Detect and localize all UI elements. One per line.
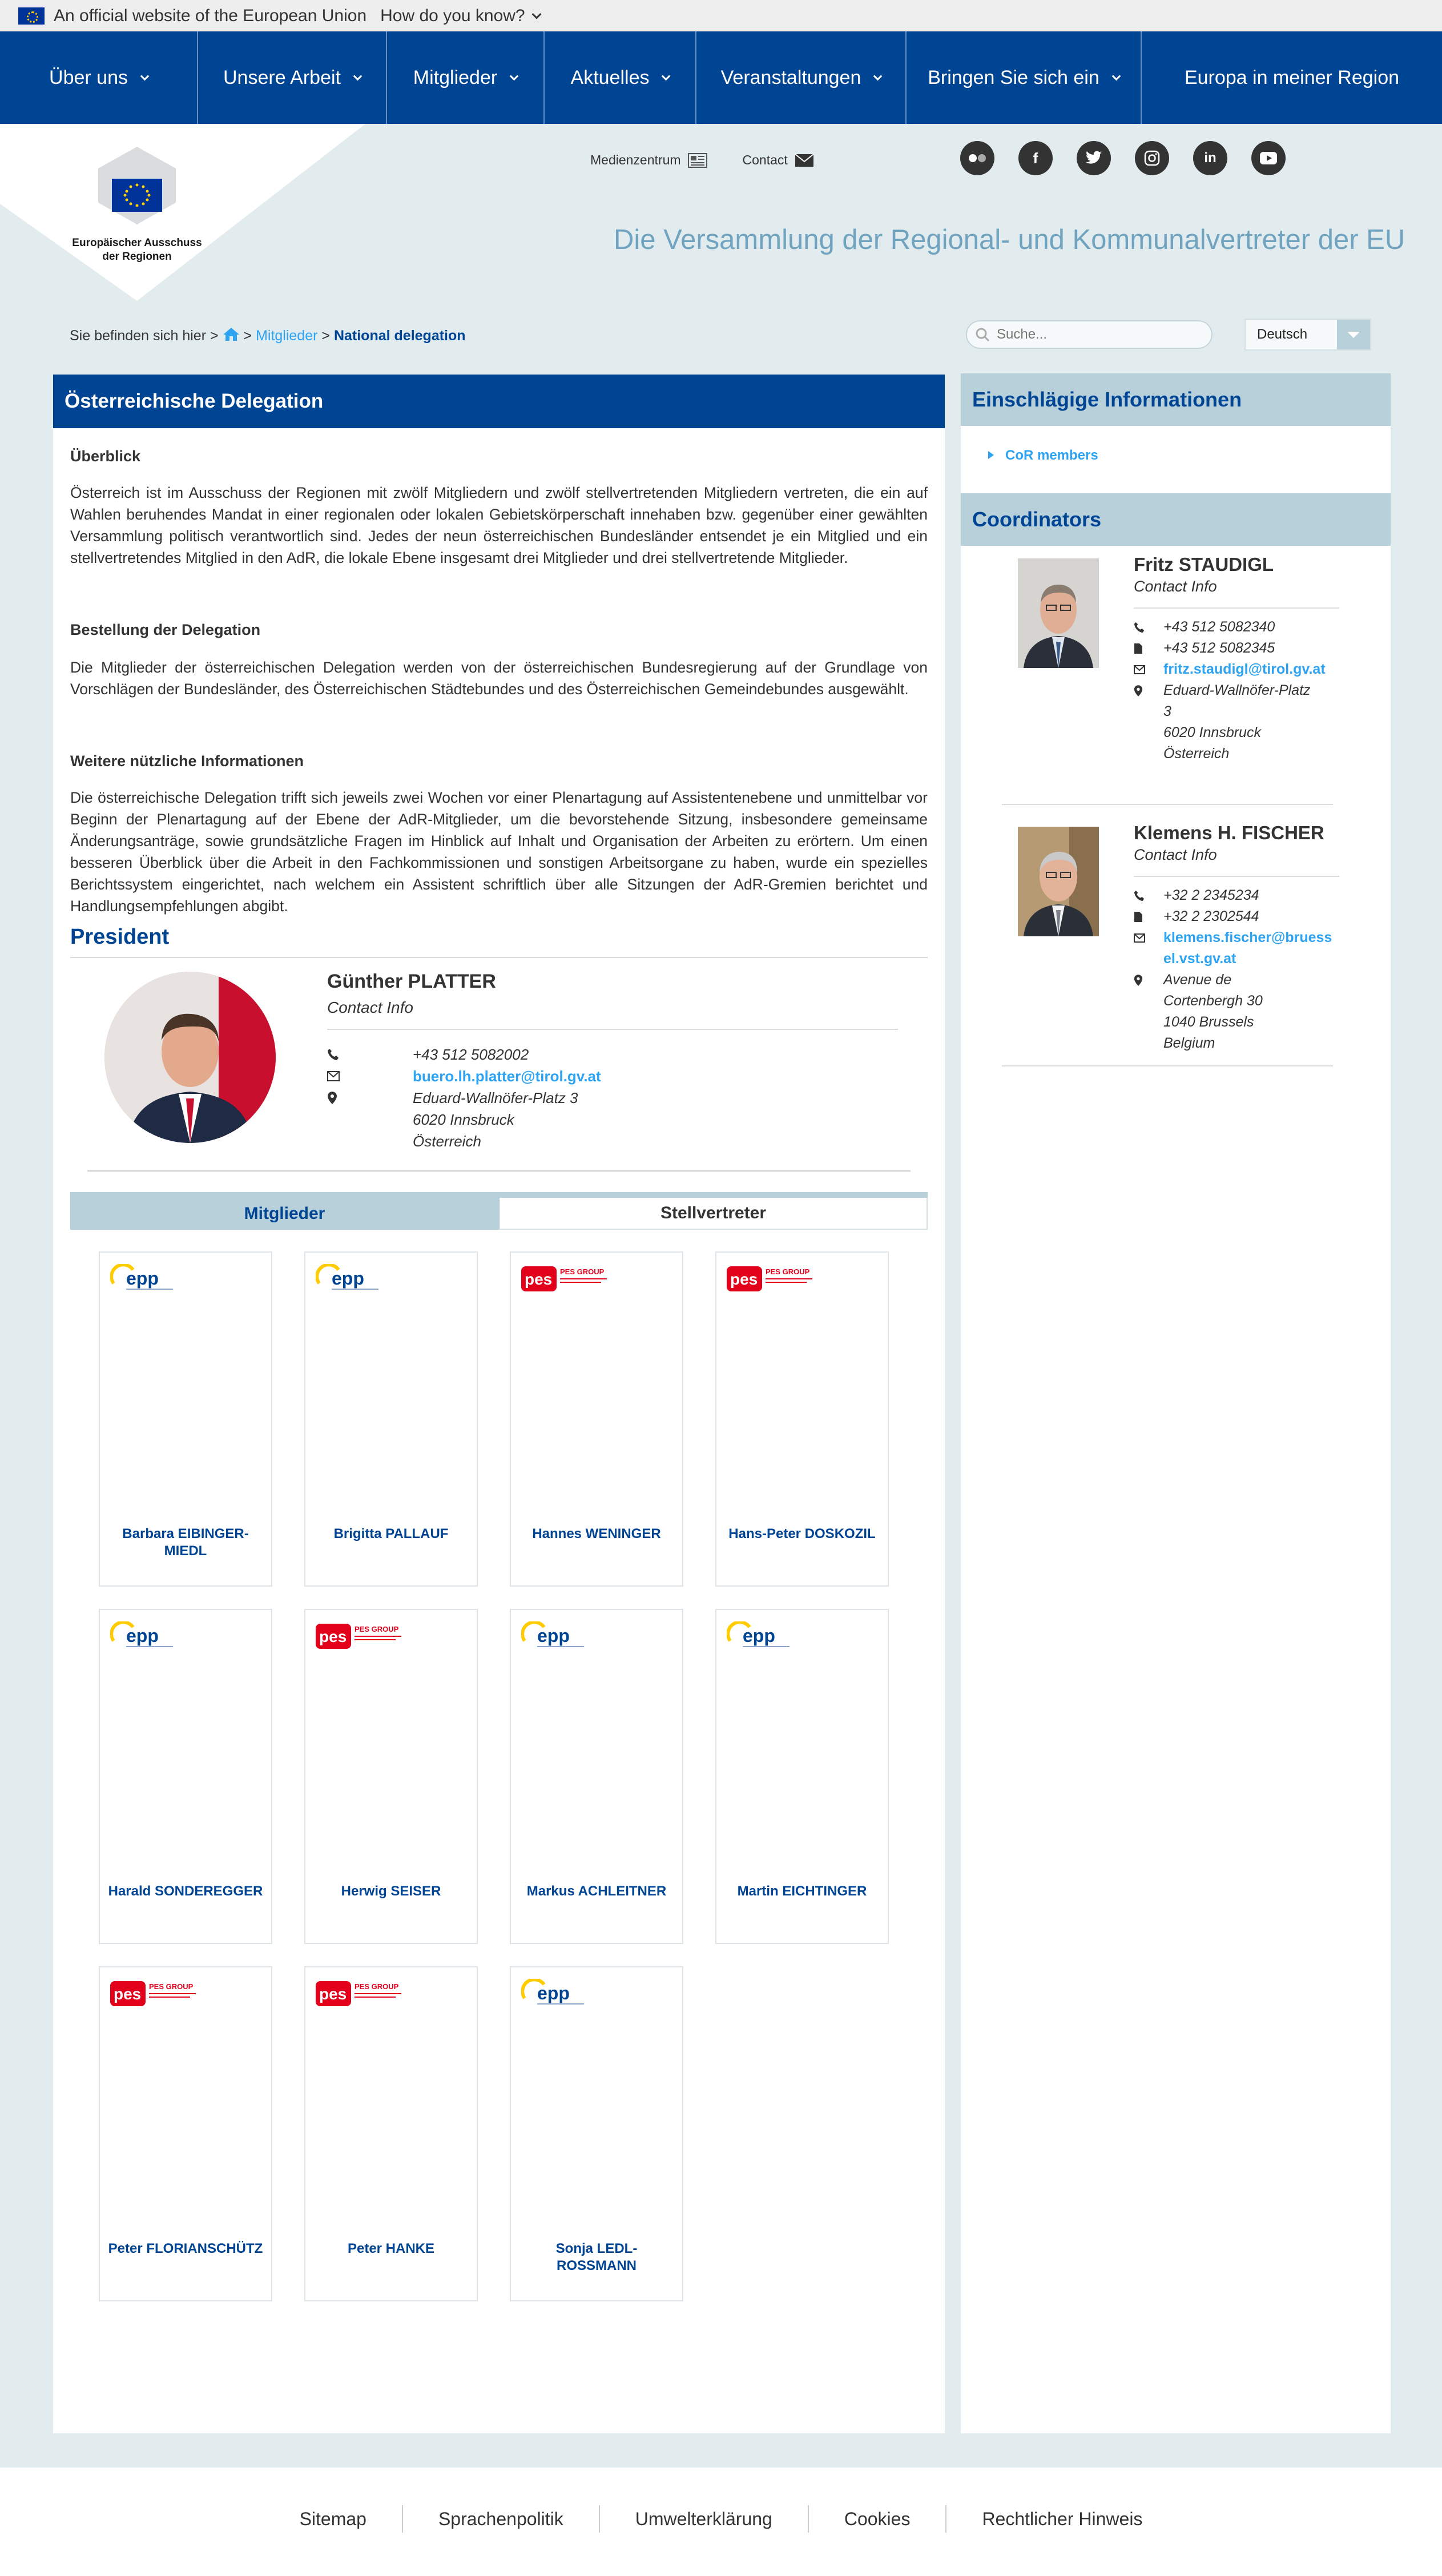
coordinator-address-4: Belgium	[1163, 1035, 1215, 1051]
section-heading: Weitere nützliche Informationen	[70, 752, 304, 770]
coordinator-phone: +32 2 2345234	[1163, 887, 1259, 903]
section-text: Die Mitglieder der österreichischen Delegation werden von der österreichischen Bundesregierung auf der Grundlage von Vorschlägen der Bundesländer, des Österreichischen Städtebundes und des Österreichischen Gemeindebundes ausgewählt.	[70, 659, 928, 698]
coordinator-card	[961, 546, 1391, 814]
fax-icon	[1134, 906, 1163, 927]
president-email[interactable]: buero.lh.platter@tirol.gv.at	[413, 1068, 601, 1085]
breadcrumb-current: National delegation	[333, 328, 466, 344]
coordinator-address-3: 1040 Brussels	[1163, 1014, 1254, 1030]
president-photo[interactable]	[104, 972, 276, 1143]
divider	[327, 1029, 898, 1030]
coordinator-card	[961, 814, 1391, 1082]
member-card[interactable]	[715, 1251, 889, 1587]
member-card[interactable]	[99, 1251, 272, 1587]
breadcrumb-mitglieder[interactable]: Mitglieder	[256, 328, 318, 344]
coordinators-heading: Coordinators	[961, 493, 1391, 546]
pes-logo	[316, 1621, 407, 1657]
contact-link[interactable]	[743, 152, 814, 168]
pes-logo-text: pes	[525, 1270, 553, 1288]
footer-umwelterklaerung[interactable]: Umwelterklärung	[600, 2505, 809, 2533]
divider	[1134, 876, 1339, 877]
how-do-you-know-link[interactable]	[380, 6, 539, 26]
tab-stellvertreter[interactable]: Stellvertreter	[499, 1198, 928, 1230]
member-name[interactable]: Harald SONDEREGGER	[108, 1883, 263, 1899]
pes-group-text: PES GROUP	[355, 1982, 399, 1991]
member-card[interactable]	[304, 1609, 478, 1944]
phone-icon	[327, 1044, 413, 1065]
pes-logo	[521, 1264, 613, 1299]
search-icon[interactable]	[975, 327, 990, 342]
footer	[0, 2468, 1442, 2576]
language-select[interactable]	[1244, 319, 1371, 351]
coordinator-address-2: Cortenbergh 30	[1163, 993, 1263, 1009]
map-pin-icon	[1134, 680, 1163, 701]
member-name[interactable]: Sonja LEDL-ROSSMANN	[555, 2241, 638, 2273]
section-heading: Bestellung der Delegation	[70, 621, 261, 638]
footer-rechtlicher-hinweis[interactable]: Rechtlicher Hinweis	[982, 2509, 1143, 2529]
member-card[interactable]	[304, 1966, 478, 2301]
info-heading: Einschlägige Informationen	[961, 373, 1391, 426]
coordinator-address-3: 6020 Innsbruck	[1163, 724, 1261, 740]
member-name[interactable]: Brigitta PALLAUF	[333, 1526, 449, 1541]
map-pin-icon	[327, 1087, 413, 1109]
section-text: Österreich ist im Ausschuss der Regionen mit zwölf Mitgliedern und zwölf stellvertretenden Mitgliedern vertreten, die ein auf Wahlen beruhendes Mandat in einer regionalen oder lokalen Gebietskörperschaft innehaben bzw. gegenüber einer gewählten Versammlung politisch verantwortlich sind. Jedes der neun österreichischen Bundesländer entsendet je ein Mitglied und ein stellvertretendes Mitglied in den AdR, die lokale Ebene insgesamt drei Mitglieder und drei stellvertretende Mitglieder.	[70, 484, 928, 566]
president-address-1: Eduard-Wallnöfer-Platz 3	[413, 1089, 578, 1106]
coordinator-address-1: Eduard-Wallnöfer-Platz	[1163, 682, 1311, 698]
nav-label: Bringen Sie sich ein	[928, 66, 1099, 88]
eu-flag-icon	[18, 7, 45, 25]
member-name[interactable]: Peter HANKE	[347, 2241, 435, 2256]
chevron-down-icon	[353, 71, 362, 80]
footer-sprachenpolitik[interactable]: Sprachenpolitik	[403, 2505, 600, 2533]
nav-label: Europa in meiner Region	[1184, 66, 1400, 88]
pes-logo-text: pes	[319, 1985, 347, 2003]
footer-sitemap[interactable]: Sitemap	[264, 2505, 403, 2533]
instagram-icon[interactable]	[1135, 141, 1169, 175]
footer-cookies[interactable]: Cookies	[809, 2505, 947, 2533]
coordinator-fax: +32 2 2302544	[1163, 908, 1259, 924]
chevron-down-icon	[662, 71, 671, 80]
member-name[interactable]: Herwig SEISER	[341, 1883, 441, 1899]
medienzentrum-label: Medienzentrum	[590, 152, 681, 167]
search-input[interactable]	[997, 327, 1202, 343]
president-address-2: 6020 Innsbruck	[413, 1111, 514, 1128]
member-name[interactable]: Hans-Peter DOSKOZIL	[728, 1526, 876, 1541]
breadcrumb-prefix: Sie befinden sich hier >	[70, 328, 219, 344]
pes-logo	[316, 1979, 407, 2014]
cor-members-link[interactable]	[961, 426, 1391, 493]
president-heading: President	[70, 925, 170, 949]
youtube-icon[interactable]	[1251, 141, 1286, 175]
member-tabs	[70, 1192, 928, 1230]
coordinator-photo[interactable]	[1018, 827, 1099, 936]
president-card	[70, 958, 928, 1192]
breadcrumb	[70, 327, 466, 345]
section-heading: Überblick	[70, 448, 141, 465]
chevron-down-icon	[140, 71, 150, 80]
member-name[interactable]: Martin EICHTINGER	[737, 1883, 867, 1899]
breadcrumb-separator: >	[321, 328, 330, 344]
facebook-icon[interactable]: f	[1018, 141, 1053, 175]
member-card[interactable]	[99, 1966, 272, 2301]
coordinator-fax: +43 512 5082345	[1163, 640, 1275, 656]
epp-logo-text: epp	[537, 1625, 570, 1646]
member-name[interactable]: Peter FLORIANSCHÜTZ	[108, 2241, 263, 2256]
map-pin-icon	[1134, 969, 1163, 991]
fax-icon	[1134, 638, 1163, 659]
member-name[interactable]: Hannes WENINGER	[532, 1526, 661, 1541]
pes-logo	[727, 1264, 818, 1299]
epp-logo	[521, 1979, 590, 2014]
contact-info-label: Contact Info	[327, 999, 413, 1016]
epp-logo	[110, 1621, 179, 1657]
pes-logo-text: pes	[319, 1628, 347, 1645]
epp-logo-text: epp	[126, 1268, 159, 1289]
coordinator-address-4: Österreich	[1163, 746, 1230, 762]
epp-logo-text: epp	[743, 1625, 775, 1646]
nav-label: Aktuelles	[570, 66, 650, 88]
member-card-grid	[70, 1230, 928, 2315]
nav-label: Mitglieder	[413, 66, 498, 88]
coordinator-address-2: 3	[1163, 703, 1171, 719]
sidebar	[961, 373, 1391, 2433]
coordinator-address-1: Avenue de	[1163, 972, 1232, 988]
coordinator-photo[interactable]	[1018, 558, 1099, 668]
envelope-icon	[327, 1065, 413, 1087]
contact-info-label: Contact Info	[1134, 846, 1217, 863]
divider	[87, 1170, 911, 1172]
pes-logo	[110, 1979, 202, 2014]
site-header	[0, 124, 1442, 312]
nav-veranstaltungen[interactable]	[696, 31, 907, 124]
divider	[1002, 804, 1333, 805]
member-card[interactable]	[99, 1609, 272, 1944]
pes-group-text: PES GROUP	[149, 1982, 194, 1991]
epp-logo	[727, 1621, 795, 1657]
epp-logo	[521, 1621, 590, 1657]
contact-info-label: Contact Info	[1134, 578, 1217, 595]
logo-line-2: der Regionen	[102, 251, 172, 263]
cor-logo[interactable]	[0, 124, 365, 307]
search-box	[966, 320, 1213, 349]
phone-icon	[1134, 617, 1163, 638]
chevron-down-icon	[510, 71, 519, 80]
main-navigation	[0, 31, 1442, 124]
nav-label: Über uns	[49, 66, 128, 88]
pes-group-text: PES GROUP	[355, 1625, 399, 1633]
epp-logo	[110, 1264, 179, 1299]
contact-label: Contact	[742, 152, 788, 167]
coordinator-email[interactable]: fritz.staudigl@tirol.gv.at	[1163, 661, 1326, 677]
chevron-down-icon	[873, 71, 883, 80]
chevron-down-icon	[531, 9, 541, 19]
coordinator-phone: +43 512 5082340	[1163, 619, 1275, 635]
linkedin-icon[interactable]: in	[1193, 141, 1227, 175]
eu-official-banner	[0, 0, 1442, 31]
coordinator-name[interactable]: Klemens H. FISCHER	[1134, 822, 1324, 843]
president-phone: +43 512 5082002	[413, 1046, 529, 1063]
nav-label: Unsere Arbeit	[223, 66, 341, 88]
main-content	[53, 375, 945, 2433]
member-card[interactable]	[304, 1251, 478, 1587]
pes-logo-text: pes	[114, 1985, 142, 2003]
tab-mitglieder[interactable]: Mitglieder	[70, 1198, 499, 1230]
twitter-icon[interactable]	[1077, 141, 1111, 175]
site-tagline: Die Versammlung der Regional- und Kommunalvertreter der EU	[614, 224, 1405, 255]
divider	[1134, 607, 1339, 609]
flickr-icon[interactable]	[960, 141, 994, 175]
epp-logo-text: epp	[332, 1268, 364, 1289]
epp-logo	[316, 1264, 384, 1299]
nav-unsere-arbeit[interactable]	[198, 31, 387, 124]
dropdown-arrow-icon	[1337, 320, 1370, 349]
member-card[interactable]	[510, 1966, 683, 2301]
coordinator-email-part-1[interactable]: klemens.fischer@bruess	[1163, 929, 1332, 945]
epp-logo-text: epp	[537, 1983, 570, 2003]
how-do-you-know-label: How do you know?	[380, 6, 525, 25]
nav-aktuelles[interactable]	[545, 31, 696, 124]
nav-mitglieder[interactable]	[387, 31, 545, 124]
phone-icon	[1134, 885, 1163, 906]
chevron-down-icon	[1111, 71, 1121, 80]
nav-europa-in-meiner-region[interactable]	[1142, 31, 1442, 124]
newspaper-icon	[688, 153, 707, 168]
divider	[1002, 1065, 1333, 1066]
bullet-arrow-icon	[988, 451, 994, 459]
member-card[interactable]	[715, 1609, 889, 1944]
nav-ueber-uns[interactable]	[0, 31, 198, 124]
pes-group-text: PES GROUP	[766, 1267, 810, 1276]
member-name[interactable]: Barbara EIBINGER-MIEDL	[122, 1526, 249, 1559]
envelope-icon	[1134, 927, 1163, 948]
president-address-3: Österreich	[413, 1133, 481, 1150]
coordinator-email-part-2[interactable]: el.vst.gv.at	[1163, 951, 1236, 967]
nav-label: Veranstaltungen	[720, 66, 861, 88]
coordinator-name[interactable]: Fritz STAUDIGL	[1134, 554, 1274, 575]
president-name[interactable]: Günther PLATTER	[327, 971, 496, 992]
pes-group-text: PES GROUP	[560, 1267, 605, 1276]
pes-logo-text: pes	[730, 1270, 758, 1288]
medienzentrum-link[interactable]	[590, 152, 707, 168]
home-icon[interactable]	[223, 327, 240, 345]
envelope-icon	[1134, 659, 1163, 680]
member-card[interactable]	[510, 1609, 683, 1944]
breadcrumb-separator: >	[243, 328, 252, 344]
member-card[interactable]	[510, 1251, 683, 1587]
section-text: Die österreichische Delegation trifft sich jeweils zwei Wochen vor einer Plenartagung auf Assistentenebene und unmittelbar vor Beginn der Plenartagung auf der Ebene der AdR-Mitglieder, um die bevorstehende Sitzung, insbesondere gemeinsame Änderungsanträge, sowie grundsätzliche Fragen im Hinblick auf Inhalt und Organisation der Arbeiten zu erörtern. Um einen besseren Überblick über die Arbeit in den Fachkommissionen und sonstigen Arbeitsorgane zu haben, wurde ein spezielles Berichtssystem eingerichtet, nach welchem ein Assistent schriftlich über alle Sitzungen der AdR-Gremien berichtet und Handlungsempfehlungen abgibt.	[70, 789, 928, 915]
eu-banner-text: An official website of the European Union	[54, 6, 367, 25]
epp-logo-text: epp	[126, 1625, 159, 1646]
envelope-icon	[795, 154, 814, 167]
nav-bringen-sie-sich-ein[interactable]	[907, 31, 1142, 124]
language-selected: Deutsch	[1257, 327, 1308, 342]
logo-line-1: Europäischer Ausschuss	[72, 237, 202, 249]
cor-members-label: CoR members	[1005, 448, 1098, 463]
member-name[interactable]: Markus ACHLEITNER	[526, 1883, 667, 1899]
page-title: Österreichische Delegation	[53, 375, 945, 428]
